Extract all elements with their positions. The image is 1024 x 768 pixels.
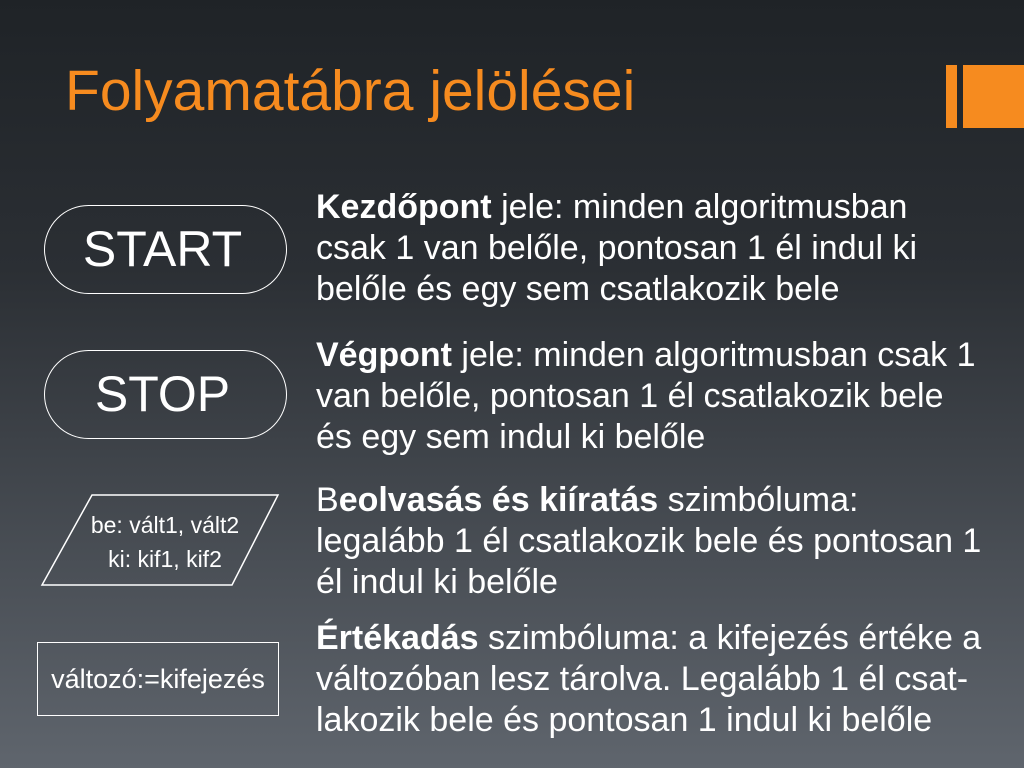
description-text: szimbóluma:: [658, 481, 859, 519]
description-line: [316, 335, 1016, 376]
stop-label: STOP: [94, 366, 231, 422]
description-prefix: B: [316, 481, 339, 519]
description-line: [316, 480, 1016, 521]
description-text: jele: minden algoritmusban csak 1: [451, 336, 976, 374]
description-start-symbol: [316, 187, 1016, 310]
description-line: csak 1 van belőle, pontosan 1 él indul ki: [316, 229, 918, 267]
description-term: Végpont: [316, 336, 452, 374]
description-text: jele: minden algoritmusban: [491, 188, 908, 226]
description-line: él indul ki belőle: [316, 563, 558, 601]
description-stop-symbol: [316, 335, 1016, 458]
description-line: belőle és egy sem csatlakozik bele: [316, 270, 840, 308]
description-line: van belőle, pontosan 1 él csatlakozik bele: [316, 377, 944, 415]
accent-block: [963, 65, 1024, 128]
io-symbol-text: [60, 508, 270, 576]
description-line: [316, 618, 1016, 659]
description-assignment-symbol: [316, 618, 1016, 741]
slide-title: Folyamatábra jelölései: [65, 59, 636, 123]
description-line: [316, 187, 1016, 228]
assignment-label: változó:=kifejezés: [51, 664, 265, 694]
description-term: Kezdőpont: [316, 188, 492, 226]
description-line: legalább 1 él csatlakozik bele és pontosan 1: [316, 522, 982, 560]
description-term: eolvasás és kiíratás: [338, 481, 659, 519]
start-label: START: [82, 221, 243, 277]
description-line: változóban lesz tárolva. Legalább 1 él csat-: [316, 660, 969, 698]
accent-bar: [946, 65, 957, 128]
assignment-symbol: [37, 642, 279, 716]
description-io-symbol: [316, 480, 1016, 603]
io-output-line: ki: kif1, kif2: [108, 546, 222, 572]
io-input-line: be: vált1, vált2: [90, 512, 240, 538]
description-text: szimbóluma: a kifejezés értéke a: [478, 619, 982, 657]
description-line: lakozik bele és pontosan 1 indul ki belőle: [316, 701, 933, 739]
description-term: Értékadás: [316, 619, 479, 657]
description-line: és egy sem indul ki belőle: [316, 418, 706, 456]
